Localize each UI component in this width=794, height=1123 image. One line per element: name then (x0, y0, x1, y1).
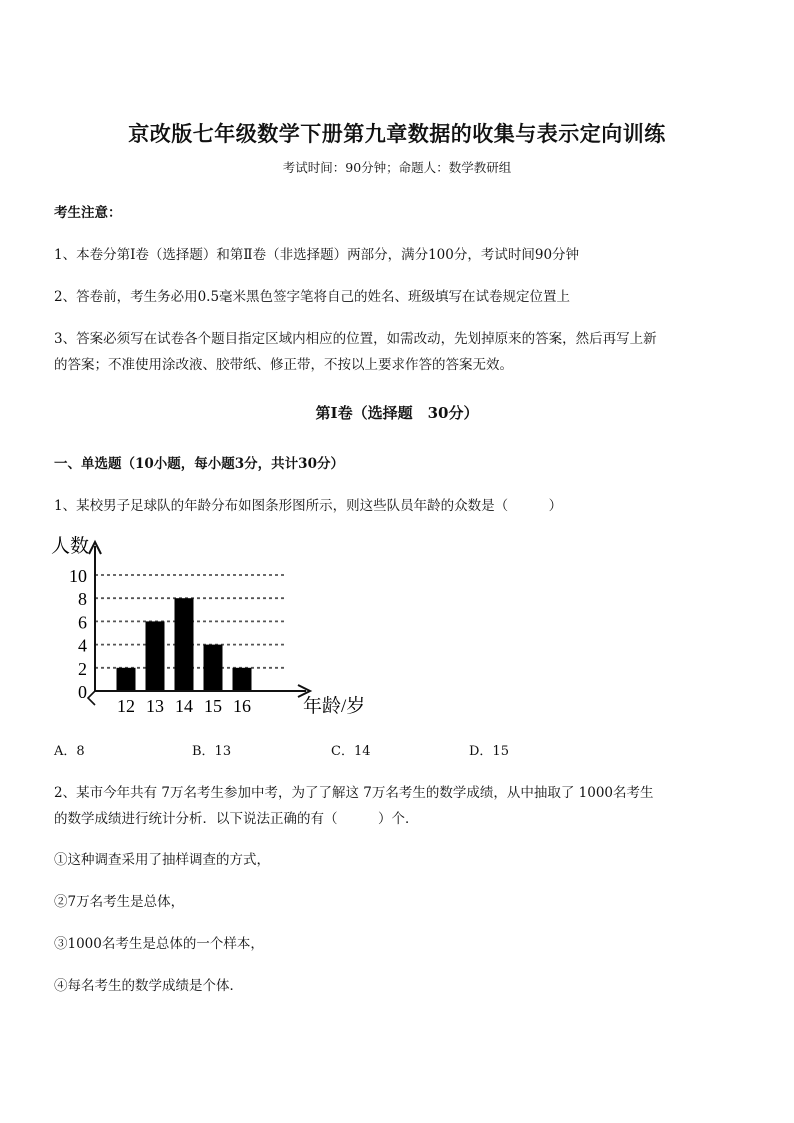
notice-item-1: 1、本卷分第Ⅰ卷（选择题）和第Ⅱ卷（非选择题）两部分，满分100分，考试时间90分钟 (54, 247, 580, 263)
q1-option-b: B．13 (192, 744, 232, 759)
x-tick-label: 16 (233, 696, 251, 716)
q2-statement-1: ①这种调查采用了抽样调查的方式， (54, 852, 270, 868)
x-tick-label: 15 (204, 696, 222, 716)
q2-statement-2: ②7万名考生是总体， (54, 894, 185, 910)
y-tick-label: 6 (78, 612, 87, 633)
age-bar-chart (48, 530, 388, 730)
notice-item-3: 3、答案必须写在试卷各个题目指定区域内相应的位置，如需改动，先划掉原来的答案，然后再写上新 (54, 331, 657, 347)
y-axis-label: 人数 (51, 536, 90, 557)
x-tick-label: 13 (146, 696, 164, 716)
bar-age-15 (204, 645, 223, 691)
bar-age-12 (117, 668, 136, 691)
y-tick-label: 0 (78, 682, 87, 702)
y-tick-label: 8 (78, 589, 87, 610)
q1-option-d: D．15 (469, 744, 509, 759)
bar-age-13 (146, 621, 165, 691)
q1-option-c: C．14 (331, 744, 371, 759)
y-tick-label: 2 (78, 658, 87, 679)
x-tick-label: 12 (117, 696, 135, 716)
section-title: 第Ⅰ卷（选择题 30分） (315, 404, 479, 422)
x-tick-label: 14 (175, 696, 193, 716)
q1-option-a: A．8 (54, 744, 85, 759)
y-tick-label: 10 (69, 566, 87, 586)
y-tick-label: 4 (78, 635, 87, 656)
page-title: 京改版七年级数学下册第九章数据的收集与表示定向训练 (128, 121, 666, 146)
notice-item-3-cont: 的答案；不准使用涂改液、胶带纸、修正带，不按以上要求作答的答案无效。 (54, 357, 513, 373)
bar-age-14 (175, 598, 194, 691)
bar-age-16 (233, 668, 252, 691)
x-axis-label: 年龄/岁 (303, 696, 366, 717)
notice-heading: 考生注意： (54, 205, 122, 221)
exam-meta: 考试时间：90分钟；命题人：数学教研组 (282, 160, 512, 175)
axis-break-mark (88, 691, 95, 705)
question-2-stem-line1: 2、某市今年共有 7万名考生参加中考，为了了解这 7万名考生的数学成绩，从中抽取了 1000名考生 (54, 785, 654, 801)
q2-statement-4: ④每名考生的数学成绩是个体． (54, 978, 243, 994)
q2-statement-3: ③1000名考生是总体的一个样本， (54, 936, 264, 952)
part-title: 一、单选题（10小题，每小题3分，共计30分） (54, 456, 344, 472)
notice-item-2: 2、答卷前，考生务必用0.5毫米黑色签字笔将自己的姓名、班级填写在试卷规定位置上 (54, 289, 571, 305)
question-1-stem: 1、某校男子足球队的年龄分布如图条形图所示，则这些队员年龄的众数是（ ） (54, 498, 563, 514)
question-2-stem-line2: 的数学成绩进行统计分析．以下说法正确的有（ ）个． (54, 811, 419, 827)
